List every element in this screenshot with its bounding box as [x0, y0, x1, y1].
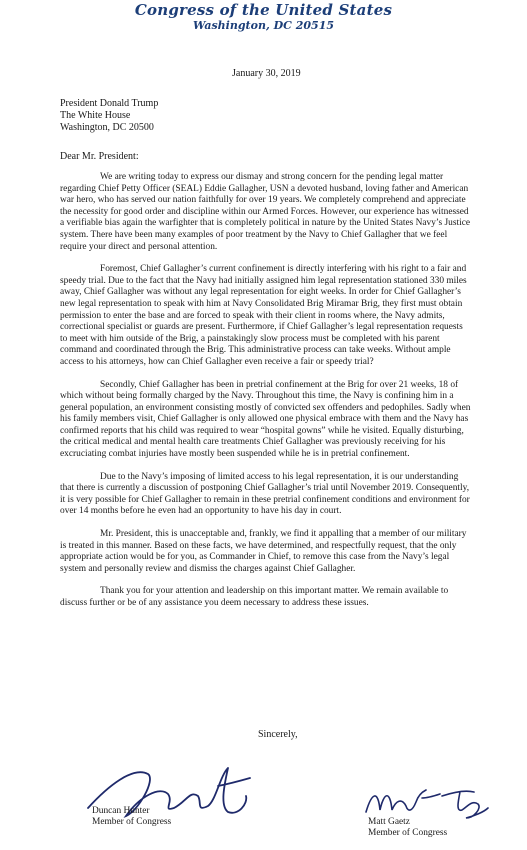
- signer-name: Duncan Hunter: [92, 806, 150, 816]
- recipient-address: [60, 98, 158, 134]
- signer-gaetz: [368, 817, 447, 839]
- paragraph-4: Due to the Navy’s imposing of limited access to his legal representation, it is our understanding that there is currently a discussion of postponing Chief Gallagher’s trial until November 2019. Consequently, it is very possible for Chief Gallagher to remain in these pretrial confinement conditions and environment for over 14 months before he even had an opportunity to have his day in court.: [60, 471, 470, 517]
- salutation: Dear Mr. President:: [60, 151, 139, 162]
- paragraph-2: Foremost, Chief Gallagher’s current confinement is directly interfering with his right to a fair and speedy trial. Due to the fact that the Navy had initially assigned him legal representation stationed 330 miles away, Chief Gallagher was without any legal representation for eight weeks. In order for Chief Gallagher’s new legal representation to speak with him at Navy Consolidated Brig Miramar Brig, they first must obtain permission to enter the base and are forced to speak with their client in rooms where, the Navy admits, correctional specialist or guards are present. Furthermore, if Chief Gallagher’s legal representation requests to meet with him outside of the Brig, a painstakingly slow process must be completed with his parent command and coordinated through the Brig. This administrative process can take weeks. Without ample access to his attorneys, how can Chief Gallagher even receive a fair or speedy trial?: [60, 264, 467, 367]
- letterhead-title: Congress of the United States: [134, 1, 393, 19]
- letter-body: [60, 172, 472, 621]
- letter-date: January 30, 2019: [232, 68, 301, 79]
- paragraph-3: Secondly, Chief Gallagher has been in pretrial confinement at the Brig for over 21 weeks, 18 of which without being formally charged by the Navy. Throughout this time, the Navy is confining him in a general population, an environment consisting mostly of convicted sex offenders and pedophiles. Sadly when his family members visit, Chief Gallagher is only allowed one physical embrace with them and the Navy has confirmed reports that his child was required to wear “hospital gowns” while he visited. Equally disturbing, the critical medical and mental health care treatments Chief Gallagher was previously receiving for his excruciating combat injuries have mostly been suspended while he is in pretrial confinement.: [60, 379, 471, 460]
- paragraph-1: We are writing today to express our dismay and strong concern for the pending legal matter regarding Chief Petty Officer (SEAL) Eddie Gallagher, USN a devoted husband, loving father and American war hero, who has served our nation faithfully for over 19 years. We completely comprehend and appreciate the necessity for good order and discipline within our Armed Forces. However, our experience has witnessed a verifiable bias again the warfighter that is completely political in nature by the United States Navy’s Justice system. There have been many examples of poor treatment by the Navy to Chief Gallagher that we feel require your direct and personal attention.: [60, 172, 471, 252]
- recipient-line-3: Washington, DC 20500: [60, 122, 154, 133]
- paragraph-5: Mr. President, this is unacceptable and, frankly, we find it appalling that a member of our military is treated in this manner. Based on these facts, we have determined, and respectfully request, that the only appropriate action would be for you, as Commander in Chief, to remove this case from the Navy’s legal system and personally review and dismiss the charges against Chief Gallagher.: [60, 529, 467, 574]
- paragraph-6: Thank you for your attention and leadership on this important matter. We remain available to discuss further or be of any assistance you deem necessary to address these issues.: [60, 586, 449, 608]
- signer-hunter: [92, 806, 171, 828]
- signer-title: Member of Congress: [368, 828, 448, 838]
- letterhead-subtitle: Washington, DC 20515: [192, 19, 335, 32]
- signer-title: Member of Congress: [92, 817, 172, 827]
- recipient-line-1: President Donald Trump: [60, 98, 159, 109]
- recipient-line-2: The White House: [60, 110, 131, 121]
- letterhead: [0, 2, 527, 33]
- signer-name: Matt Gaetz: [368, 817, 410, 827]
- closing: Sincerely,: [258, 729, 298, 740]
